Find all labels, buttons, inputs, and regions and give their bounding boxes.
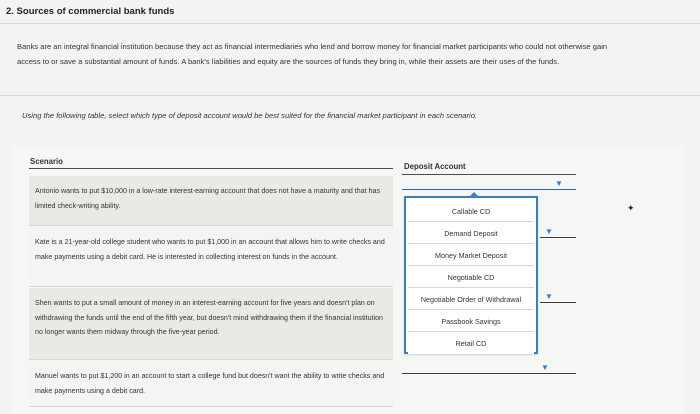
deposit-select-manuel[interactable] [402, 362, 576, 374]
option-money-market-deposit[interactable]: Money Market Deposit [408, 245, 534, 266]
scenario-row-manuel [29, 361, 393, 407]
scenario-text: Manuel wants to put $1,200 in an account to start a college fund but doesn't want the ability to write checks and make payments using a debit card. [35, 372, 385, 395]
mouse-cursor-icon: ✦ [627, 203, 635, 213]
section-divider [0, 95, 700, 96]
instruction-text: Using the following table, select which type of deposit account would be best suited for the financial market participant in each scenario. [22, 111, 478, 120]
dropdown-pointer-icon [469, 192, 479, 197]
intro-paragraph: Banks are an integral financial institution because they act as financial intermediaries who lend and borrow money for financial market participants who could not otherwise gain access to or save a substantial amount of funds. A bank's liabilities and equity are the sources of funds they bring in, while their assets are their uses of the funds. [17, 42, 608, 66]
option-callable-cd[interactable]: Callable CD [408, 201, 534, 222]
option-negotiable-cd[interactable]: Negotiable CD [408, 267, 534, 288]
column-header-deposit-account: Deposit Account [404, 162, 466, 171]
deposit-header-rule [402, 174, 576, 175]
chevron-down-icon[interactable]: ▼ [541, 363, 549, 372]
scenario-text: Kate is a 21-year-old college student who wants to put $1,000 in an account that allows him to write checks and make payments using a debit card. He is interested in collecting interest on funds in the account. [35, 238, 385, 261]
scenario-row-shen [29, 288, 393, 360]
option-passbook-savings[interactable]: Passbook Savings [408, 311, 534, 332]
scenario-row-kate [29, 227, 393, 287]
deposit-account-dropdown [404, 196, 538, 354]
option-retail-cd[interactable]: Retail CD [408, 333, 534, 354]
title-divider [0, 23, 700, 24]
scenario-row-antonio [29, 176, 393, 226]
chevron-down-icon[interactable]: ▼ [555, 179, 563, 188]
scenario-text: Shen wants to put a small amount of money in an interest-earning account for five years and doesn't plan on withdrawing the funds until the end of the fifth year, but doesn't mind withdrawing them if the financial institution no longer wants them midway through the five-year period. [35, 299, 383, 336]
chevron-down-icon[interactable]: ▼ [545, 227, 553, 236]
chevron-down-icon[interactable]: ▼ [545, 292, 553, 301]
option-demand-deposit[interactable]: Demand Deposit [408, 223, 534, 244]
option-negotiable-order-of-withdrawal[interactable]: Negotiable Order of Withdrawal [408, 289, 534, 310]
question-title: 2. Sources of commercial bank funds [6, 6, 175, 17]
deposit-select-antonio[interactable] [402, 178, 576, 190]
scenario-text: Antonio wants to put $10,000 in a low-rate interest-earning account that does not have a maturity and that has limited check-writing ability. [35, 187, 381, 210]
column-header-scenario: Scenario [30, 157, 63, 166]
scenario-header-rule [29, 168, 393, 169]
